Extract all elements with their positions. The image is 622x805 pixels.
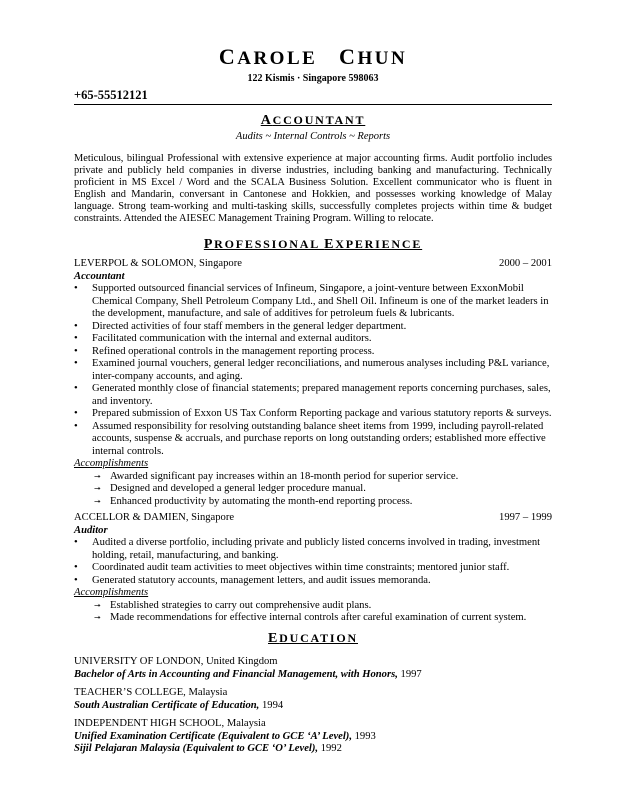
profile-subtitle: Audits ~ Internal Controls ~ Reports — [235, 131, 391, 142]
education-entry — [74, 656, 552, 681]
list-item: • Refined operational controls in the management reporting process. — [74, 346, 552, 359]
job-dates: 1997 – 1999 — [499, 512, 552, 523]
degree — [74, 731, 552, 744]
list-item: • Coordinated audit team activities to meet objectives within time constraints; mentored junior staff. — [74, 562, 552, 575]
first-name-initial: C — [218, 44, 238, 69]
address: 122 Kismis · Singapore 598063 — [247, 73, 379, 84]
degree-name: Unified Examination Certificate (Equivalent to GCE ‘A’ Level), — [74, 730, 352, 742]
candidate-name — [74, 46, 552, 70]
list-item: • Directed activities of four staff members in the general ledger department. — [74, 321, 552, 334]
job-title: Auditor — [74, 524, 108, 536]
last-name-rest: HUN — [357, 48, 408, 69]
header-divider — [74, 104, 552, 105]
degree-year: 1993 — [354, 730, 376, 742]
list-item: • Audited a diverse portfolio, including private and publicly listed concerns involved in trading, investment holding, retail, manufacturing, and banking. — [74, 537, 552, 562]
degree-year: 1997 — [400, 668, 422, 680]
list-item: • Examined journal vouchers, general ledger reconciliations, and numerous analyses including P&L variance, inter-company accounts, and aging. — [74, 358, 552, 383]
employer: LEVERPOL & SOLOMON, Singapore — [74, 258, 242, 269]
institution: INDEPENDENT HIGH SCHOOL, Malaysia — [74, 718, 266, 729]
list-item: • Generated monthly close of financial statements; prepared management reports concerning purchases, sales, and inventory. — [74, 383, 552, 408]
job-entry — [74, 258, 552, 508]
job-bullets — [74, 537, 552, 587]
institution: TEACHER’S COLLEGE, Malaysia — [74, 687, 228, 698]
profile-summary: Meticulous, bilingual Professional with extensive experience at major accounting firms. Audit portfolio includes private and publicly held companies in diverse industries, including banking and manufacturing. Technically proficient in MS Excel / Word and the SCALA Business Solution. Excellent communicator who is fluent in English and Mandarin, conversant in Cantonese and Hokkien, and possesses working knowledge of Malay language. Strong team-working and multi-tasking skills, successfully completes projects within time & budget constraints. Attended the AIESEC Management Training Program. Willing to relocate. — [74, 153, 552, 224]
list-item: • Facilitated communication with the internal and external auditors. — [74, 333, 552, 346]
experience-heading: PROFESSIONAL EXPERIENCE — [203, 237, 423, 252]
degree-year: 1994 — [262, 699, 284, 711]
degree — [74, 669, 552, 682]
accomplishments-heading: Accomplishments — [74, 587, 149, 598]
job-title: Accountant — [74, 270, 125, 282]
list-item: • Supported outsourced financial services of Infineum, Singapore, a joint-venture between ExxonMobil Chemical Company, Shell Petroleum Company Ltd., and Shell Oil. Infineum is one of the market leaders in the development, manufacture, and sale of additives for petroleum fuels & lubricants. — [74, 283, 552, 321]
first-name-rest: AROLE — [237, 48, 318, 69]
last-name-initial: C — [339, 44, 358, 69]
list-item: ↠ Made recommendations for effective internal controls after careful examination of current system. — [92, 612, 552, 625]
job-dates: 2000 – 2001 — [499, 258, 552, 269]
profile-title: ACCOUNTANT — [260, 113, 366, 128]
list-item: ↠ Designed and developed a general ledger procedure manual. — [92, 483, 552, 496]
education-heading: EDUCATION — [268, 631, 358, 646]
job-bullets — [74, 283, 552, 458]
degree-year: 1992 — [320, 743, 342, 754]
degree-name: Bachelor of Arts in Accounting and Financial Management, with Honors, — [74, 668, 398, 680]
education-entry — [74, 687, 552, 712]
degree-name: South Australian Certificate of Education, — [74, 699, 260, 711]
degree — [74, 743, 552, 756]
accomplishments-list — [74, 471, 552, 509]
list-item: • Prepared submission of Exxon US Tax Conform Reporting package and various statutory reports & surveys. — [74, 408, 552, 421]
job-entry — [74, 512, 552, 625]
degree — [74, 700, 552, 713]
list-item: • Assumed responsibility for resolving outstanding balance sheet items from 1999, including payroll-related accounts, suspense & accruals, and purchase reports on long outstanding orders; established more effective internal controls. — [74, 421, 552, 459]
institution: UNIVERSITY OF LONDON, United Kingdom — [74, 656, 278, 667]
education-list — [74, 656, 552, 756]
accomplishments-heading: Accomplishments — [74, 458, 149, 469]
list-item: ↠ Awarded significant pay increases within an 18-month period for superior service. — [92, 471, 552, 484]
degree-name: Sijil Pelajaran Malaysia (Equivalent to GCE ‘O’ Level), — [74, 743, 319, 754]
phone-number: +65-55512121 — [74, 88, 148, 102]
list-item: • Generated statutory accounts, management letters, and audit issues memoranda. — [74, 575, 552, 588]
education-entry — [74, 718, 552, 756]
list-item: ↠ Established strategies to carry out comprehensive audit plans. — [92, 600, 552, 613]
employer: ACCELLOR & DAMIEN, Singapore — [74, 512, 235, 523]
list-item: ↠ Enhanced productivity by automating the month-end reporting process. — [92, 496, 552, 509]
accomplishments-list — [74, 600, 552, 625]
